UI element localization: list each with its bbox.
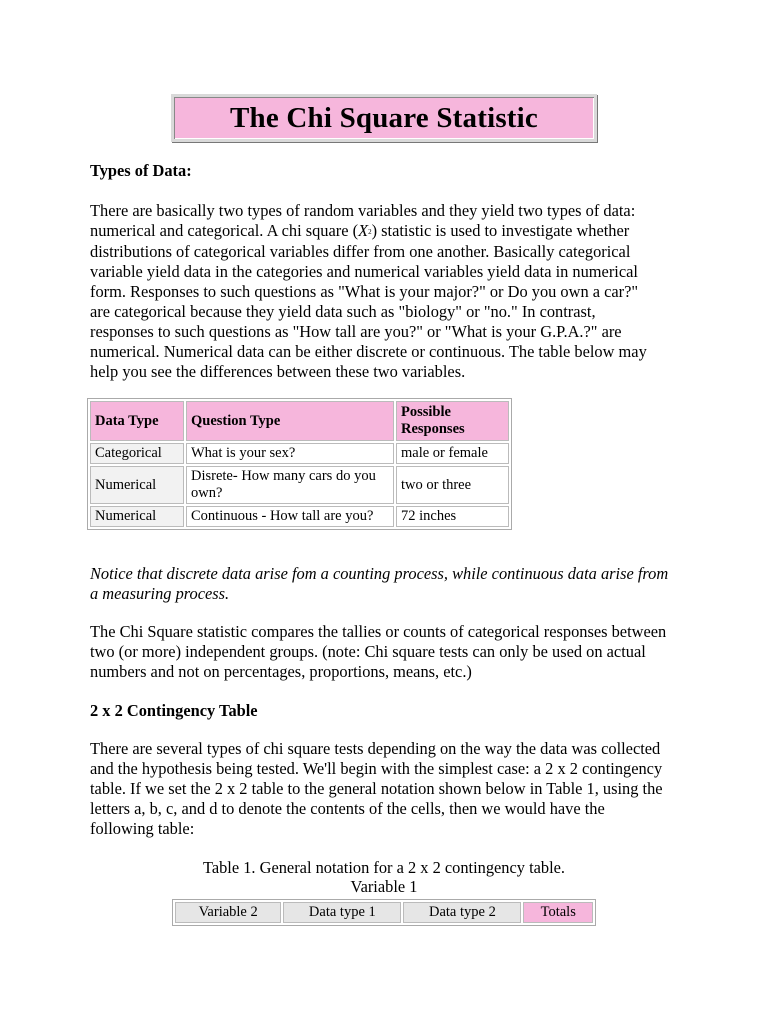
- para-line: help you see the differences between these two variables.: [90, 362, 466, 381]
- header-possible-responses: Possible Responses: [396, 401, 509, 441]
- section-heading-contingency: 2 x 2 Contingency Table: [90, 701, 258, 720]
- table-row: [90, 466, 509, 504]
- contingency-table: [172, 899, 596, 926]
- cell-response: two or three: [396, 466, 509, 504]
- para-line-rest: statistic is used to investigate whether: [381, 221, 630, 240]
- cell-data-type: Numerical: [90, 466, 184, 504]
- cell-response: male or female: [396, 443, 509, 464]
- section-heading-types-of-data: Types of Data:: [90, 161, 192, 180]
- para-line: variable yield data in the categories and numerical variables yield data in numerical: [90, 262, 638, 281]
- notice-paragraph: Notice that discrete data arise fom a counting process, while continuous data arise from a measuring process.: [90, 564, 669, 603]
- cell-data-type: Numerical: [90, 506, 184, 527]
- cell-question: What is your sex?: [186, 443, 394, 464]
- para-line-prefix: numerical and categorical. A chi square (: [90, 221, 359, 240]
- para-line: are categorical because they yield data such as "biology" or "no." In contrast,: [90, 302, 596, 321]
- table-row: [90, 443, 509, 464]
- chi-square-paragraph: The Chi Square statistic compares the tallies or counts of categorical responses between two (or more) independent groups. (note: Chi square tests can only be used on actual numbers and not on percentages, proportions, means, etc.): [90, 622, 667, 681]
- header-variable-2: Variable 2: [175, 902, 281, 923]
- para-line: responses to such questions as "How tall are you?" or "What is your G.P.A.?" are: [90, 322, 622, 341]
- cell-question: Disrete- How many cars do you own?: [186, 466, 394, 504]
- header-totals: Totals: [523, 902, 593, 923]
- page-title: The Chi Square Statistic: [230, 101, 538, 134]
- header-question-type: Question Type: [186, 401, 394, 441]
- table-row: [90, 506, 509, 527]
- header-data-type: Data Type: [90, 401, 184, 441]
- chi-superscript: 2: [368, 228, 372, 236]
- types-of-data-paragraph: [90, 201, 680, 382]
- para-line: [90, 221, 680, 242]
- table-header-row: [90, 401, 509, 441]
- variable-1-label: Variable 1: [350, 877, 418, 896]
- cell-data-type: Categorical: [90, 443, 184, 464]
- title-banner: [171, 94, 597, 142]
- para-line: numerical. Numerical data can be either discrete or continuous. The table below may: [90, 342, 647, 361]
- table-header-row: [175, 902, 593, 923]
- chi-symbol: X: [358, 221, 369, 240]
- contingency-paragraph: There are several types of chi square tests depending on the way the data was collected and the hypothesis being tested. We'll begin with the simplest case: a 2 x 2 contingency table. If we set the 2 x 2 table to the general notation shown below in Table 1, using the letters a, b, c, and d to denote the contents of the cells, then we would have the following table:: [90, 739, 663, 838]
- para-line: form. Responses to such questions as "What is your major?" or Do you own a car?": [90, 282, 639, 301]
- cell-response: 72 inches: [396, 506, 509, 527]
- para-line: distributions of categorical variables differ from one another. Basically categorical: [90, 242, 631, 261]
- data-type-table: [87, 398, 512, 530]
- table1-caption: Table 1. General notation for a 2 x 2 contingency table.: [202, 858, 566, 877]
- para-line-close: ): [371, 221, 378, 240]
- para-line: There are basically two types of random variables and they yield two types of data:: [90, 201, 636, 220]
- cell-question: Continuous - How tall are you?: [186, 506, 394, 527]
- header-data-type-1: Data type 1: [283, 902, 401, 923]
- header-data-type-2: Data type 2: [403, 902, 521, 923]
